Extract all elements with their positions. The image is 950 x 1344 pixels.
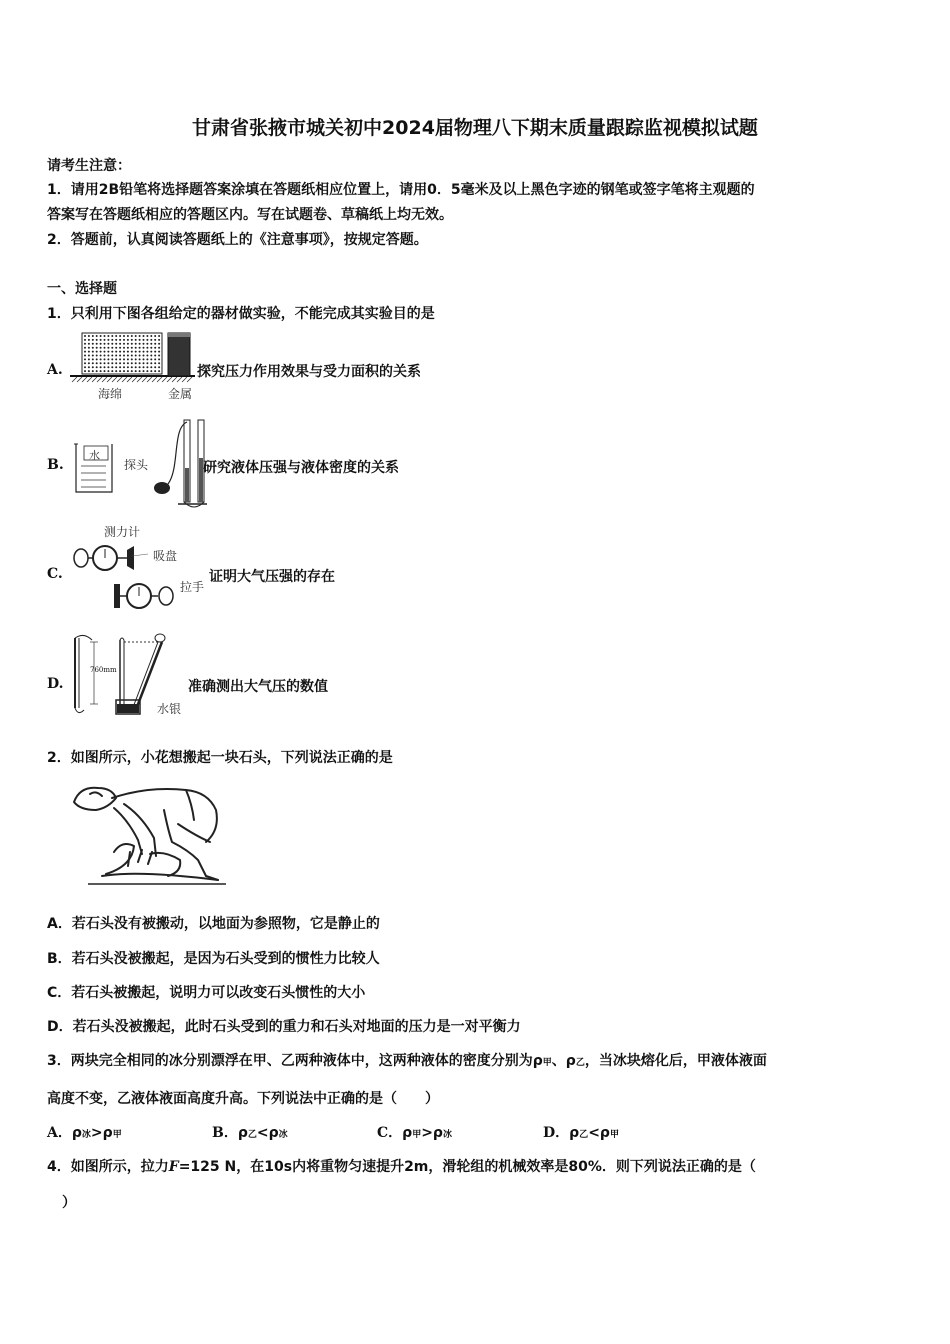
q4-stem-part-b: =125 N，在10s内将重物匀速提升2m，滑轮组的机械效率是80%．则下列说法正确的是（: [178, 1159, 756, 1175]
q3-option-a: [47, 1122, 122, 1142]
q3-option-c: [377, 1122, 452, 1142]
q3-stem-part-a: 3．两块完全相同的冰分别漂浮在甲、乙两种液体中，这两种液体的密度分别为ρ: [47, 1053, 543, 1069]
q3-option-c-letter: C．: [377, 1125, 403, 1141]
q3-option-a-letter: A．: [47, 1125, 72, 1141]
q3-sub-jia: 甲: [542, 1058, 552, 1068]
page-title: 甘肃省张掖市城关初中2024届物理八下期末质量跟踪监视模拟试题: [192, 117, 758, 139]
q4-force-symbol: F: [168, 1159, 179, 1175]
label-sponge: 海绵: [98, 387, 123, 401]
notice-heading: 请考生注意：: [47, 158, 131, 174]
q2-option-c: C．若石头被搬起，说明力可以改变石头惯性的大小: [47, 985, 366, 1001]
q1-stem: 1．只利用下图各组给定的器材做实验，不能完成其实验目的是: [47, 306, 435, 322]
label-suction-cup: 吸盘: [153, 549, 178, 563]
q3-option-b-rho1: ρ: [237, 1125, 248, 1141]
q3-option-d-letter: D．: [543, 1125, 570, 1141]
q3-sub-yi: 乙: [575, 1058, 585, 1068]
label-handle: 拉手: [180, 580, 205, 594]
metal-block: [168, 333, 190, 376]
q3-option-c-sub1: 甲: [412, 1130, 422, 1140]
q3-option-c-rho1: ρ: [402, 1125, 413, 1141]
q3-option-d-rho1: ρ: [569, 1125, 580, 1141]
notice-line-1: 1．请用2B铅笔将选择题答案涂填在答题纸相应位置上，请用0．5毫米及以上黑色字迹的钢笔或签字笔将主观题的: [47, 182, 755, 198]
q3-option-c-sub2: 冰: [442, 1130, 452, 1140]
q3-option-d: [543, 1122, 619, 1142]
q3-stem-line1: [47, 1050, 767, 1070]
label-water: 水: [89, 449, 100, 462]
sponge-metal-figure: [70, 333, 200, 383]
label-metal: 金属: [168, 387, 193, 401]
q2-option-b: B．若石头没被搬起，是因为石头受到的惯性力比较人: [47, 951, 380, 967]
q3-stem-line2: 高度不变，乙液体液面高度升高。下列说法中正确的是（ ）: [47, 1091, 439, 1107]
q3-option-d-sub2: 甲: [609, 1130, 619, 1140]
sponge-block: [82, 333, 162, 374]
q3-option-c-rho2: >ρ: [421, 1125, 443, 1141]
q3-stem-part-b: 、ρ: [551, 1053, 576, 1069]
q3-option-b-letter: B．: [212, 1125, 238, 1141]
label-probe: 探头: [124, 458, 149, 472]
probe: [154, 482, 170, 494]
q3-option-a-sub2: 甲: [112, 1130, 122, 1140]
q4-stem-line2: ）: [62, 1195, 76, 1211]
q3-option-a-rho2: >ρ: [90, 1125, 113, 1141]
q2-option-a: A．若石头没有被搬动，以地面为参照物，它是静止的: [47, 916, 380, 932]
q2-stem: 2．如图所示，小花想搬起一块石头，下列说法正确的是: [47, 750, 393, 766]
q4-stem-line1: [47, 1156, 756, 1176]
section-heading: 一、选择题: [47, 281, 117, 297]
label-spring-scale: 测力计: [104, 525, 141, 539]
q3-option-b-sub2: 冰: [278, 1130, 288, 1140]
q1-option-c-text: 证明大气压强的存在: [209, 569, 335, 585]
label-760mm: 760mm: [90, 666, 117, 674]
q1-option-a-text: 探究压力作用效果与受力面积的关系: [197, 364, 421, 380]
q3-stem-part-c: ，当冰块熔化后，甲液体液面: [584, 1053, 767, 1069]
q1-option-c-letter: C.: [47, 566, 63, 582]
q3-option-d-sub1: 乙: [579, 1130, 589, 1140]
q3-option-b-rho2: <ρ: [256, 1125, 279, 1141]
q1-option-a-letter: A.: [47, 362, 63, 378]
notice-line-2: 答案写在答题纸相应的答题区内。写在试题卷、草稿纸上均无效。: [47, 207, 453, 223]
q3-option-a-sub1: 冰: [81, 1130, 91, 1140]
q3-option-b-sub1: 乙: [247, 1130, 257, 1140]
q1-option-b-text: 研究液体压强与液体密度的关系: [203, 460, 399, 476]
girl-lifting-stone-figure: [68, 780, 228, 890]
q1-option-d-letter: D.: [47, 676, 64, 692]
q3-option-d-rho2: <ρ: [588, 1125, 610, 1141]
q2-option-d: D．若石头没被搬起，此时石头受到的重力和石头对地面的压力是一对平衡力: [47, 1019, 521, 1035]
q1-option-b-letter: B.: [47, 457, 64, 473]
q3-option-b: [212, 1122, 288, 1142]
notice-line-3: 2．答题前，认真阅读答题纸上的《注意事项》，按规定答题。: [47, 232, 428, 248]
label-mercury: 水银: [157, 702, 182, 716]
q4-stem-part-a: 4．如图所示，拉力: [47, 1159, 169, 1175]
q3-option-a-rho1: ρ: [71, 1125, 82, 1141]
q1-option-d-text: 准确测出大气压的数值: [188, 679, 328, 695]
